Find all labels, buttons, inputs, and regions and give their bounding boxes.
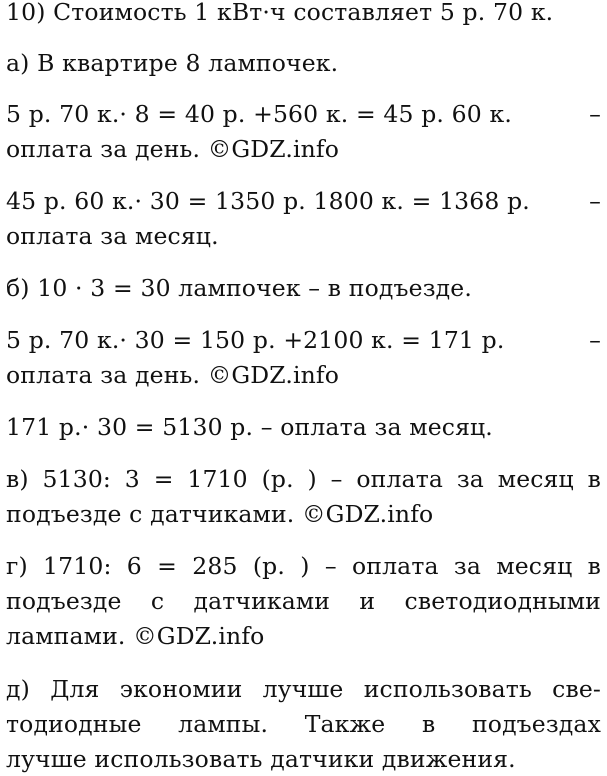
part-b-day-calculation-row (6, 324, 601, 356)
part-d-line-3: лучше использовать датчики движения. (6, 745, 516, 773)
part-a-day-dash: – (589, 100, 601, 128)
part-a-month-calculation: 45 р. 60 к.· 30 = 1350 р. 1800 к. = 1368 р. (6, 187, 530, 215)
task-title: 10) Стоимость 1 кВт·ч составляет 5 р. 70 к. (6, 0, 554, 26)
part-g-line-1: г) 1710: 6 = 285 (р. ) – оплата за месяц в (6, 552, 601, 580)
part-b-intro: б) 10 · 3 = 30 лампочек – в подъезде. (6, 274, 472, 302)
part-g-line-2: подъезде с датчиками и светодиодными (6, 587, 601, 615)
part-a-month-dash: – (589, 187, 601, 215)
part-d-line-1: д) Для экономии лучше использовать све- (6, 675, 601, 703)
part-a-month-calculation-row (6, 185, 601, 217)
part-a-intro: а) В квартире 8 лампочек. (6, 49, 339, 77)
part-a-day-calculation-row (6, 98, 601, 130)
part-v-line-1: в) 5130: 3 = 1710 (р. ) – оплата за месяц в (6, 465, 601, 493)
part-a-day-description: оплата за день. ©GDZ.info (6, 135, 340, 163)
part-b-day-calculation: 5 р. 70 к.· 30 = 150 р. +2100 к. = 171 р. (6, 326, 505, 354)
part-a-day-calculation: 5 р. 70 к.· 8 = 40 р. +560 к. = 45 р. 60 к. (6, 100, 512, 128)
part-g-line-3: лампами. ©GDZ.info (6, 622, 265, 650)
part-b-day-dash: – (589, 326, 601, 354)
part-b-month-calculation: 171 р.· 30 = 5130 р. – оплата за месяц. (6, 413, 493, 441)
part-b-day-description: оплата за день. ©GDZ.info (6, 361, 340, 389)
part-a-month-description: оплата за месяц. (6, 222, 219, 250)
part-v-line-2: подъезде с датчиками. ©GDZ.info (6, 500, 434, 528)
part-d-line-2: тодиодные лампы. Также в подъездах (6, 710, 601, 738)
